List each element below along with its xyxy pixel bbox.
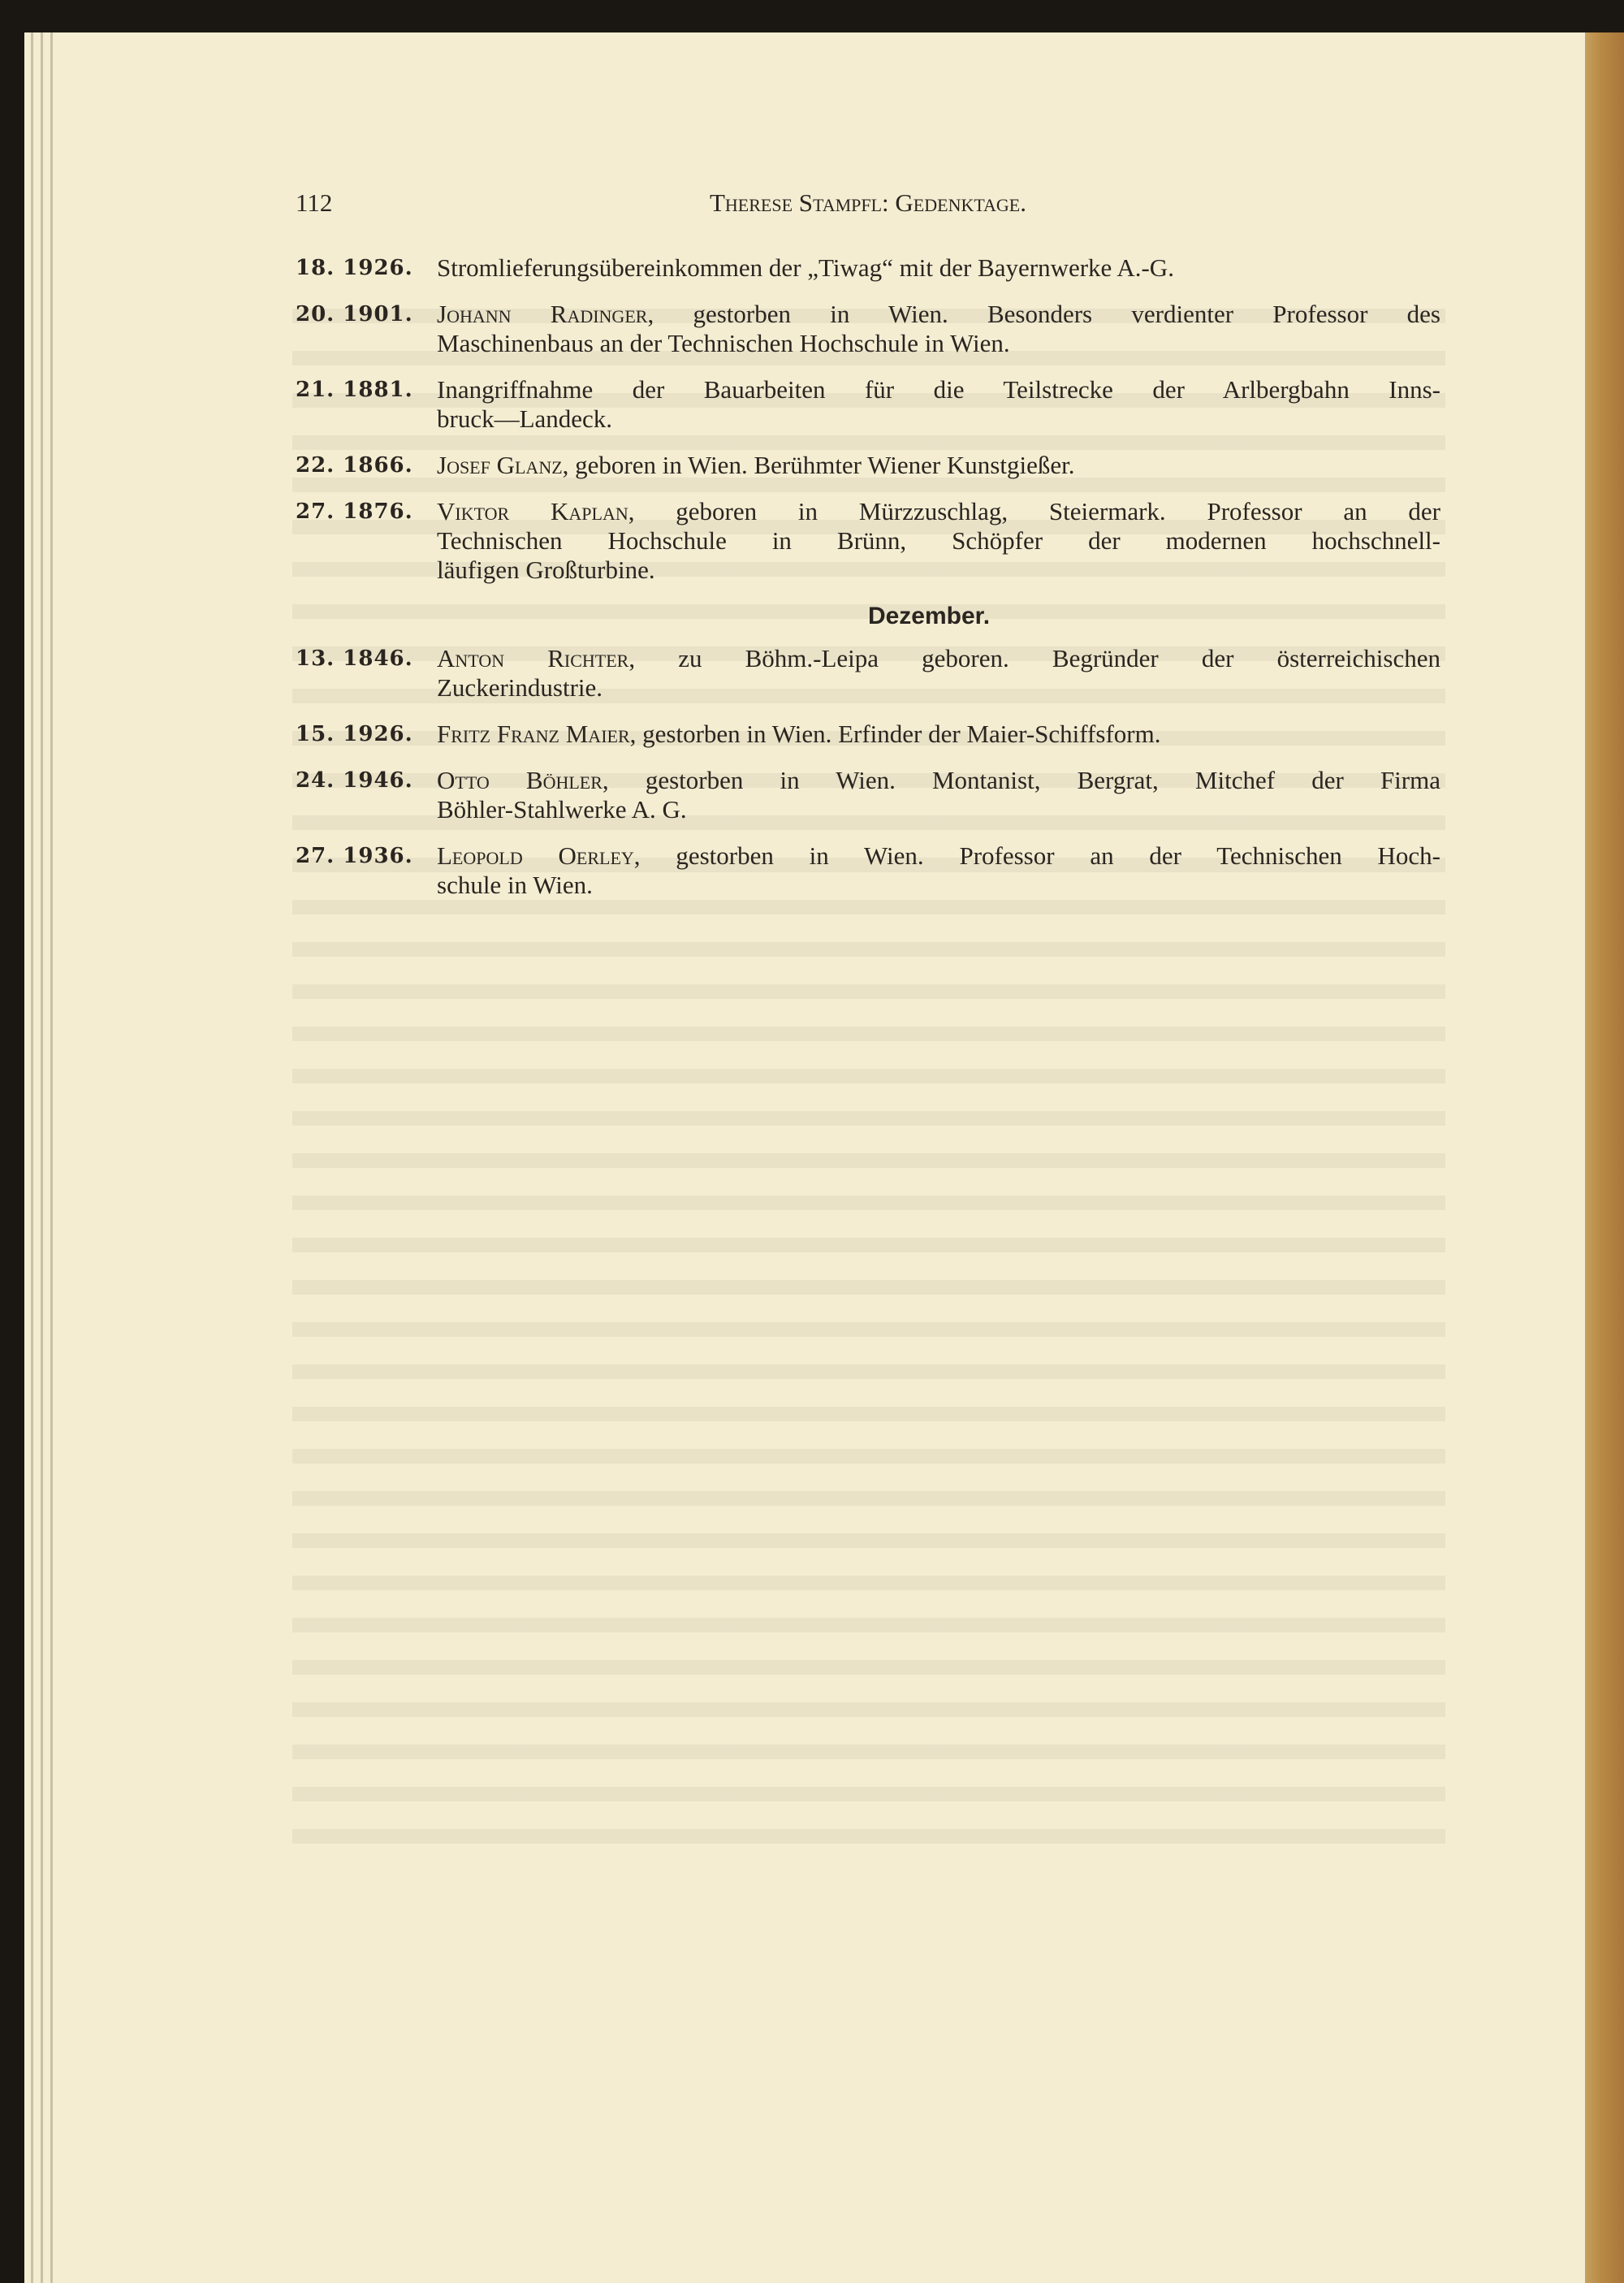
entry-line: , gestorben in Wien. Besonders verdienter Professor des	[647, 300, 1440, 328]
entry-line: Böhler-Stahlwerke A. G.	[437, 795, 687, 824]
entry-line: Technischen Hochschule in Brünn, Schöpfer der modernen hochschnell-	[437, 526, 1440, 555]
entry-line: Stromlieferungsübereinkommen der „Tiwag“ mit der Bayernwerke A.-G.	[437, 253, 1174, 282]
person-name: Fritz Franz Maier	[437, 720, 630, 748]
entry	[296, 497, 1440, 585]
entry-date: 13. 1846.	[296, 646, 413, 671]
entry-date: 15. 1926.	[296, 722, 413, 746]
entry	[296, 253, 1440, 283]
person-name: Anton Richter	[437, 644, 629, 672]
entry-line: läufigen Großturbine.	[437, 556, 655, 584]
entry-date: 20. 1901.	[296, 302, 413, 326]
entry-text	[437, 300, 1440, 329]
person-name: Otto Böhler	[437, 766, 603, 794]
entry-line: , geboren in Wien. Berühmter Wiener Kunstgießer.	[562, 451, 1075, 479]
entry	[296, 375, 1440, 434]
entry-date: 21. 1881.	[296, 378, 413, 402]
entry-date: 27. 1876.	[296, 499, 413, 524]
entry-text	[437, 720, 1440, 749]
entry-line: , geboren in Mürzzuschlag, Steiermark. Professor an der	[628, 497, 1440, 525]
person-name: Viktor Kaplan	[437, 497, 628, 525]
entry-line: Zuckerindustrie.	[437, 673, 603, 702]
entry-line: Inangriffnahme der Bauarbeiten für die Teilstrecke der Arlbergbahn Inns-	[437, 375, 1440, 404]
entry-text	[437, 451, 1440, 480]
entry-line: , gestorben in Wien. Professor an der Technischen Hoch-	[633, 841, 1440, 870]
entries	[296, 253, 1440, 917]
entry-line: , gestorben in Wien. Montanist, Bergrat, Mitchef der Firma	[602, 766, 1440, 794]
person-name: Leopold Oerley	[437, 841, 634, 870]
person-name: Johann Radinger	[437, 300, 648, 328]
entry-text	[437, 497, 1440, 526]
entry-line: bruck—Landeck.	[437, 404, 613, 433]
entry-line: , zu Böhm.-Leipa geboren. Begründer der österreichischen	[628, 644, 1440, 672]
entry-date: 27. 1936.	[296, 844, 413, 868]
page-edge	[31, 32, 33, 2283]
page-edge	[50, 32, 53, 2283]
entry-line: , gestorben in Wien. Erfinder der Maier-Schiffsform.	[629, 720, 1161, 748]
entry-text	[437, 253, 1440, 283]
entry-line: Maschinenbaus an der Technischen Hochschule in Wien.	[437, 329, 1010, 357]
entry-date: 24. 1946.	[296, 768, 413, 793]
entry-text	[437, 841, 1440, 871]
person-name: Josef Glanz	[437, 451, 563, 479]
entry-date: 18. 1926.	[296, 256, 413, 280]
month-heading: Dezember.	[867, 603, 991, 629]
book-spine	[1585, 32, 1624, 2283]
entry	[296, 300, 1440, 358]
entry	[296, 766, 1440, 824]
entry	[296, 841, 1440, 900]
entry	[296, 644, 1440, 703]
entry-text	[437, 766, 1440, 795]
page-number: 112	[296, 188, 333, 217]
entry-date: 22. 1866.	[296, 453, 413, 478]
running-title: Therese Stampfl: Gedenktage.	[709, 188, 1026, 217]
entry-text	[437, 644, 1440, 673]
entry-line: schule in Wien.	[437, 871, 593, 899]
page-edge	[41, 32, 43, 2283]
entry	[296, 720, 1440, 749]
entry	[296, 451, 1440, 480]
